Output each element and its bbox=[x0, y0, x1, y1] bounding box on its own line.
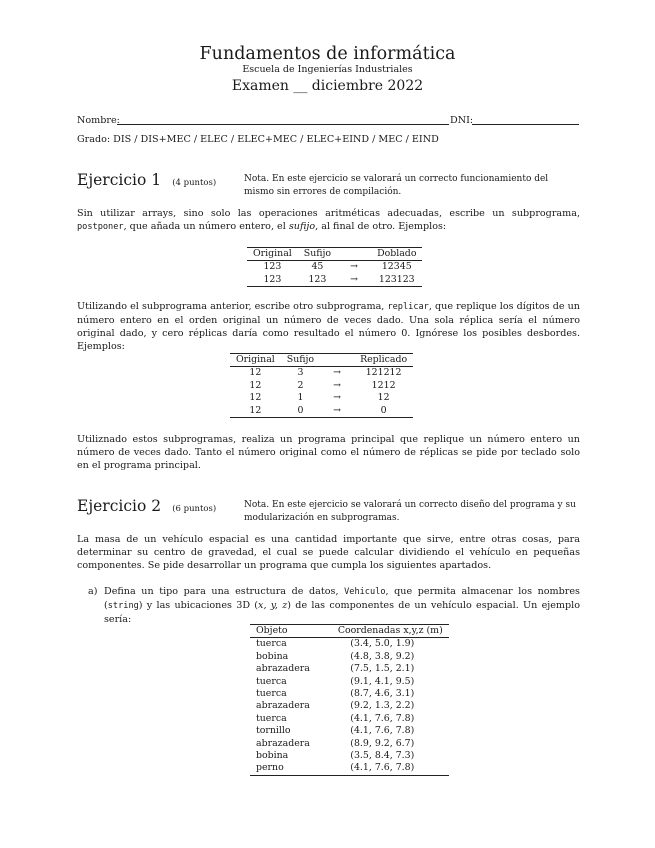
table-replicado bbox=[230, 353, 413, 418]
table-row: bobina (4.8, 3.8, 9.2) bbox=[256, 650, 415, 662]
dni-label: DNI: bbox=[450, 115, 474, 126]
school-name: Escuela de Ingenierías Industriales bbox=[242, 64, 413, 75]
table-row: 12 2 → 1212 bbox=[249, 379, 396, 391]
exam-date: Examen __ diciembre 2022 bbox=[231, 78, 424, 94]
table-header: Original bbox=[230, 354, 281, 367]
grado-line: Grado: DIS / DIS+MEC / ELEC / ELEC+MEC / ELEC+EIND / MEC / EIND bbox=[77, 134, 439, 145]
table-header: Coordenadas x,y,z (m) bbox=[316, 625, 449, 638]
table-row: 12 0 → 0 bbox=[230, 405, 413, 418]
table-header bbox=[320, 354, 354, 367]
table-header: Replicado bbox=[354, 354, 413, 367]
exercise-1-note: Nota. En este ejercicio se valorará un correcto funcionamiento del mismo sin errores de compilación. bbox=[244, 174, 549, 197]
exercise-1-paragraph-2: Utilizando el subprograma anterior, escribe otro subprograma, replicar, que replique los dígitos de un número entero en el orden original un número de veces dado. Una sola réplica sería el número original dado, y cero réplicas daría como resultado el número 0. Ignórese los posibles desbordes. Ejemplos: bbox=[77, 301, 580, 352]
table-row: tuerca (4.1, 7.6, 7.8) bbox=[256, 712, 415, 724]
exercise-1-points: (4 puntos) bbox=[172, 178, 217, 188]
exercise-2-paragraph-1: La masa de un vehículo espacial es una cantidad importante que sirve, entre otras cosas, para determinar su centro de gravedad, el cual se puede calcular dividiendo el vehículo en pequeñas componentes. Se pide desarrollar un programa que cumpla los siguientes apartados. bbox=[77, 534, 580, 571]
table-doblado bbox=[247, 247, 422, 287]
name-field-line bbox=[117, 124, 449, 125]
dni-field-line bbox=[472, 124, 579, 125]
table-row: 12 3 → 121212 bbox=[249, 367, 402, 379]
document-title: Fundamentos de informática bbox=[199, 44, 456, 64]
item-a-label: a) bbox=[88, 586, 98, 597]
table-row: tuerca (8.7, 4.6, 3.1) bbox=[256, 688, 415, 700]
exercise-2-note: Nota. En este ejercicio se valorará un correcto diseño del programa y su modularización en subprogramas. bbox=[244, 500, 576, 523]
exercise-1-paragraph-1: Sin utilizar arrays, sino solo las operaciones aritméticas adecuadas, escribe un subprograma, postponer, que añada un número entero, el sufijo, al final de otro. Ejemplos: bbox=[77, 208, 580, 232]
name-label: Nombre: bbox=[77, 115, 120, 126]
exercise-2-title: Ejercicio 2 bbox=[77, 497, 162, 515]
table-header: Sufijo bbox=[281, 354, 320, 367]
table-row: tuerca (3.4, 5.0, 1.9) bbox=[256, 638, 415, 650]
item-a-text: Defina un tipo para una estructura de datos, Vehiculo, que permita almacenar los nombres (string) y las ubicaciones 3D (x, y, z) de las componentes de un vehículo espacial. Un ejemplo sería: bbox=[104, 586, 580, 625]
table-header bbox=[337, 248, 371, 261]
table-row: tornillo (4.1, 7.6, 7.8) bbox=[256, 725, 415, 737]
table-row: 123 123 → 123123 bbox=[247, 274, 422, 287]
exercise-1-title: Ejercicio 1 bbox=[77, 171, 162, 189]
table-row: 12 1 → 12 bbox=[249, 392, 390, 404]
exercise-1-heading bbox=[77, 170, 216, 189]
table-header: Sufijo bbox=[298, 248, 337, 261]
table-row: abrazadera (9.2, 1.3, 2.2) bbox=[256, 700, 415, 712]
table-row: tuerca (9.1, 4.1, 9.5) bbox=[256, 675, 415, 687]
exercise-1-paragraph-3: Utiliznado estos subprogramas, realiza un programa principal que replique un número entero un número de veces dado. Tanto el número original como el número de réplicas se pide por teclado solo en el programa principal. bbox=[77, 434, 580, 471]
table-row: abrazadera (7.5, 1.5, 2.1) bbox=[256, 663, 415, 675]
table-row: abrazadera (8.9, 9.2, 6.7) bbox=[256, 737, 415, 749]
exercise-2-points: (6 puntos) bbox=[172, 504, 217, 514]
table-header: Objeto bbox=[250, 625, 316, 638]
table-row: bobina (3.5, 8.4, 7.3) bbox=[256, 750, 415, 762]
table-row: perno (4.1, 7.6, 7.8) bbox=[250, 762, 449, 775]
table-vehiculo bbox=[250, 624, 449, 776]
exercise-2-heading bbox=[77, 496, 216, 515]
table-row: 123 45 → 12345 bbox=[263, 261, 412, 273]
table-header: Original bbox=[247, 248, 298, 261]
table-header: Doblado bbox=[371, 248, 422, 261]
